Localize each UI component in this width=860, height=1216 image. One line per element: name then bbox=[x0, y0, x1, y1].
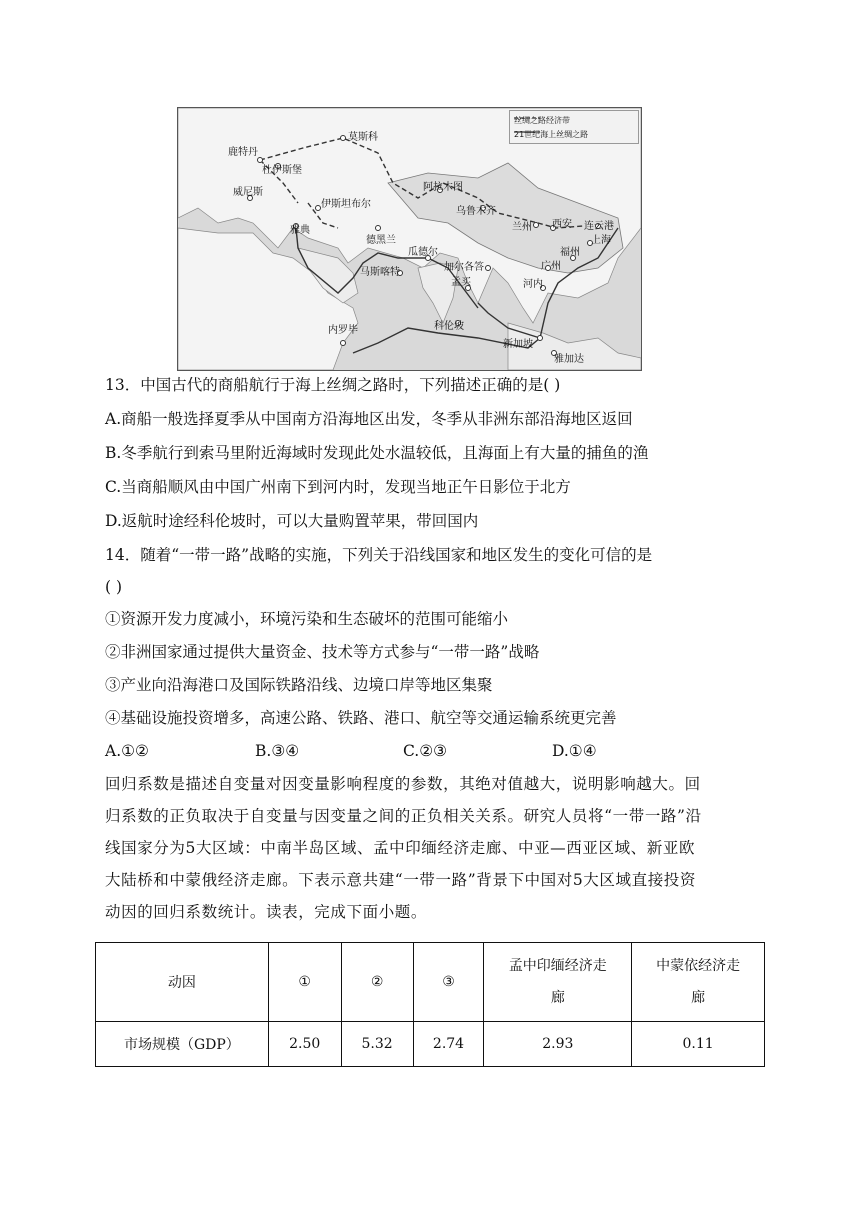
regression-table bbox=[95, 942, 765, 1067]
city-fuzhou: 福州 bbox=[560, 247, 580, 258]
city-muscat: 马斯喀特 bbox=[360, 267, 400, 278]
legend-sea-route-label: 21世纪海上丝绸之路 bbox=[514, 130, 589, 139]
map-legend bbox=[509, 110, 639, 144]
city-colombo: 科伦坡 bbox=[434, 321, 464, 332]
africa-landmass bbox=[178, 225, 358, 370]
cell-region-1: 2.50 bbox=[268, 1022, 341, 1067]
q13-option-b: B.冬季航行到索马里附近海域时发现此处水温较低，且海面上有大量的捕鱼的渔 bbox=[105, 444, 649, 462]
city-singapore: 新加坡 bbox=[503, 339, 533, 350]
header-cmr-line1: 中蒙依经济走 bbox=[656, 958, 741, 974]
city-lianyungang: 连云港 bbox=[584, 221, 614, 232]
q14-item-3: ③产业向沿海港口及国际铁路沿线、边境口岸等地区集聚 bbox=[105, 676, 493, 694]
city-shanghai: 上海 bbox=[591, 235, 611, 246]
q14-item-4: ④基础设施投资增多，高速公路、铁路、港口、航空等交通运输系统更完善 bbox=[105, 709, 617, 727]
q14-stem-blank: ( ) bbox=[105, 578, 123, 596]
passage-line-3: 线国家分为5大区域：中南半岛区域、孟中印缅经济走廊、中亚—西亚区域、新亚欧 bbox=[105, 839, 696, 857]
q14-choice-d: D.①④ bbox=[552, 742, 597, 760]
city-kolkata: 加尔各答 bbox=[444, 262, 484, 273]
passage-line-4: 大陆桥和中蒙俄经济走廊。下表示意共建“一带一路”背景下中国对5大区域直接投资 bbox=[105, 871, 697, 889]
city-mumbai: 孟买 bbox=[451, 277, 471, 288]
q14-stem: 14．随着“一带一路”战略的实施，下列关于沿线国家和地区发生的变化可信的是 bbox=[105, 546, 653, 564]
q13-option-a: A.商船一般选择夏季从中国南方沿海地区出发，冬季从非洲东部沿海地区返回 bbox=[105, 410, 633, 428]
city-nairobi: 内罗毕 bbox=[328, 325, 358, 336]
table-header-row bbox=[96, 943, 765, 1022]
city-guangzhou: 广州 bbox=[541, 261, 561, 272]
city-gwadar: 瓜德尔 bbox=[408, 247, 438, 258]
silk-road-map bbox=[177, 107, 642, 371]
city-rotterdam: 鹿特丹 bbox=[228, 147, 258, 158]
header-region-3: ③ bbox=[413, 943, 484, 1022]
q14-choice-b: B.③④ bbox=[255, 742, 300, 760]
cell-cmr: 0.11 bbox=[632, 1022, 765, 1067]
header-bcim-line2: 廊 bbox=[550, 990, 565, 1006]
q14-item-2: ②非洲国家通过提供大量资金、技术等方式参与“一带一路”战略 bbox=[105, 643, 540, 661]
q13-option-d: D.返航时途经科伦坡时，可以大量购置苹果，带回国内 bbox=[105, 512, 479, 530]
city-moscow: 莫斯科 bbox=[348, 132, 378, 143]
header-region-1: ① bbox=[268, 943, 341, 1022]
legend-sea-route bbox=[514, 129, 588, 140]
legend-land-route bbox=[514, 115, 570, 126]
city-athens: 雅典 bbox=[290, 225, 310, 236]
header-region-2: ② bbox=[341, 943, 413, 1022]
city-duisburg: 杜伊斯堡 bbox=[262, 165, 302, 176]
header-factor: 动因 bbox=[96, 943, 269, 1022]
cell-region-2: 5.32 bbox=[341, 1022, 413, 1067]
passage-line-1: 回归系数是描述自变量对因变量影响程度的参数，其绝对值越大，说明影响越大。回 bbox=[105, 775, 701, 793]
header-cmr-line2: 廊 bbox=[691, 990, 706, 1006]
city-tehran: 德黑兰 bbox=[366, 235, 396, 246]
city-venice: 威尼斯 bbox=[233, 187, 263, 198]
city-urumqi: 乌鲁木齐 bbox=[456, 206, 496, 217]
q14-item-1: ①资源开发力度减小，环境污染和生态破坏的范围可能缩小 bbox=[105, 610, 509, 628]
city-almaty: 阿拉木图 bbox=[423, 182, 463, 193]
header-bcim-corridor bbox=[484, 943, 632, 1022]
legend-land-route-label: 丝绸之路经济带 bbox=[514, 116, 570, 125]
table-row bbox=[96, 1022, 765, 1067]
city-jakarta: 雅加达 bbox=[554, 354, 584, 365]
cell-region-3: 2.74 bbox=[413, 1022, 484, 1067]
passage-line-5: 动因的回归系数统计。读表，完成下面小题。 bbox=[105, 903, 428, 921]
cell-factor-market-size: 市场规模（GDP） bbox=[96, 1022, 269, 1067]
q14-choice-a: A.①② bbox=[105, 742, 149, 760]
q13-option-c: C.当商船顺风由中国广州南下到河内时，发现当地正午日影位于北方 bbox=[105, 478, 571, 496]
city-xian: 西安 bbox=[552, 219, 572, 230]
city-istanbul: 伊斯坦布尔 bbox=[321, 199, 371, 210]
q13-stem: 13．中国古代的商船航行于海上丝绸之路时，下列描述正确的是( ) bbox=[105, 376, 561, 394]
passage-line-2: 归系数的正负取决于自变量与因变量之间的正负相关关系。研究人员将“一带一路”沿 bbox=[105, 807, 702, 825]
q14-choice-c: C.②③ bbox=[403, 742, 448, 760]
cell-bcim: 2.93 bbox=[484, 1022, 632, 1067]
header-cmr-corridor bbox=[632, 943, 765, 1022]
city-hanoi: 河内 bbox=[523, 279, 543, 290]
header-bcim-line1: 孟中印缅经济走 bbox=[508, 958, 607, 974]
city-lanzhou: 兰州 bbox=[512, 222, 532, 233]
